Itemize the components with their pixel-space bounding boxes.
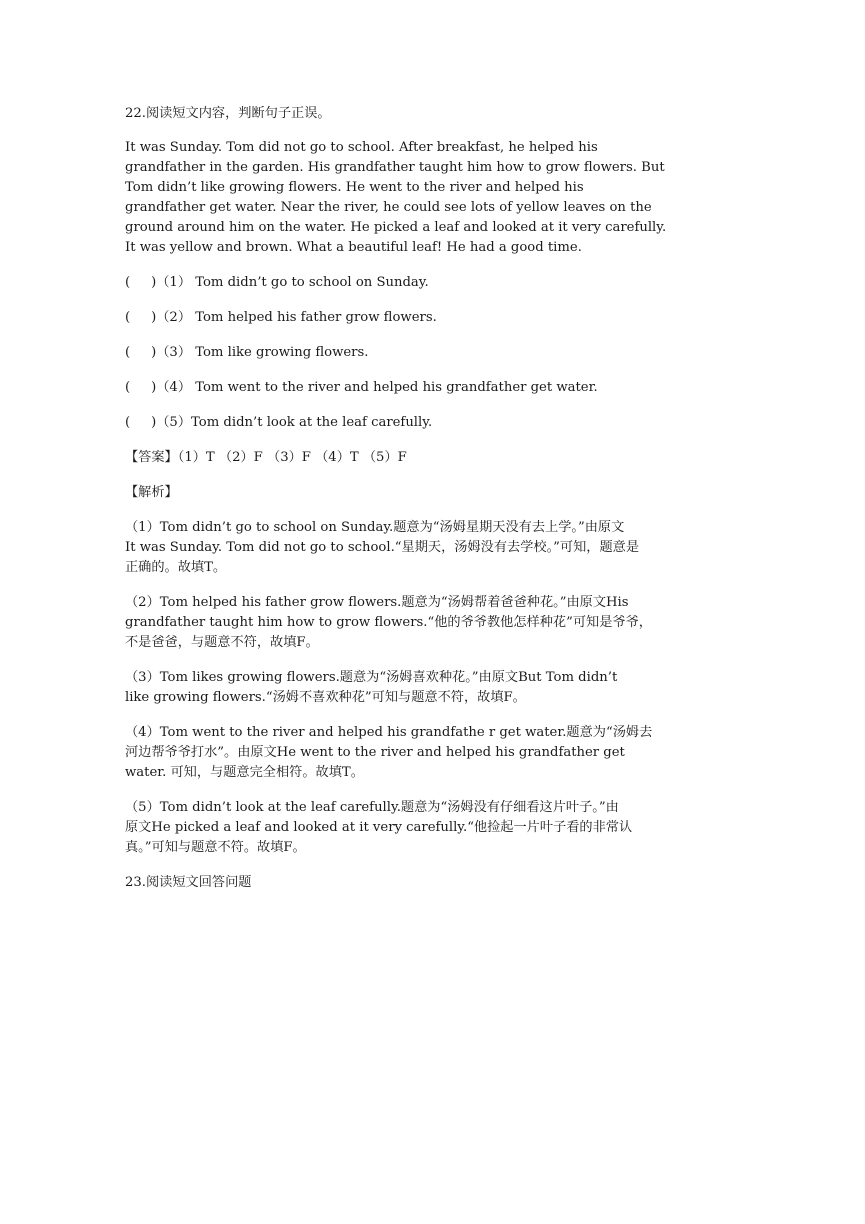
analysis-title: 【解析】 [125, 485, 178, 500]
true-false-question-1: ( )（1） Tom didn’t go to school on Sunday. [125, 275, 429, 290]
explanation-line: 不是爸爸，与题意不符，故填F。 [125, 635, 319, 650]
document-page [125, 104, 750, 893]
explanation-line: 河边帮爷爷打水”。由原文He went to the river and helped his grandfather get [125, 745, 625, 760]
explanation-line: like growing flowers.“汤姆不喜欢种花”可知与题意不符，故填F。 [125, 690, 526, 705]
question-22-heading: 22.阅读短文内容，判断句子正误。 [125, 106, 331, 121]
explanation-line: 原文He picked a leaf and looked at it very carefully.“他捡起一片叶子看的非常认 [125, 820, 633, 835]
question-23-heading: 23.阅读短文回答问题 [125, 875, 252, 890]
explanation-line: 正确的。故填T。 [125, 560, 227, 575]
true-false-question-5: ( )（5）Tom didn’t look at the leaf carefully. [125, 415, 433, 430]
true-false-question-3: ( )（3） Tom like growing flowers. [125, 345, 369, 360]
reading-passage [125, 138, 750, 258]
explanation-line: water. 可知，与题意完全相符。故填T。 [125, 765, 364, 780]
explanation-line: （4）Tom went to the river and helped his grandfathe r get water.题意为“汤姆去 [125, 725, 653, 740]
explanation-line: （1）Tom didn’t go to school on Sunday.题意为“汤姆星期天没有去上学。”由原文 [125, 520, 625, 535]
passage-line: grandfather in the garden. His grandfather taught him how to grow flowers. But [125, 160, 665, 175]
true-false-question-2: ( )（2） Tom helped his father grow flowers. [125, 310, 437, 325]
passage-line: It was Sunday. Tom did not go to school. After breakfast, he helped his [125, 140, 598, 155]
explanation-line: grandfather taught him how to grow flowers.“他的爷爷教他怎样种花”可知是爷爷， [125, 615, 652, 630]
explanation-line: （3）Tom likes growing flowers.题意为“汤姆喜欢种花。”由原文But Tom didn’t [125, 670, 618, 685]
explanation-4 [125, 723, 750, 783]
answer-key: 【答案】（1）T （2）F （3）F （4）T （5）F [125, 450, 407, 465]
passage-line: ground around him on the water. He picked a leaf and looked at it very carefully. [125, 220, 667, 235]
passage-line: Tom didn’t like growing flowers. He went to the river and helped his [125, 180, 584, 195]
explanation-line: 真。”可知与题意不符。故填F。 [125, 840, 306, 855]
explanation-1 [125, 518, 750, 578]
explanation-line: （2）Tom helped his father grow flowers.题意为“汤姆帮着爸爸种花。”由原文His [125, 595, 629, 610]
explanation-line: It was Sunday. Tom did not go to school.“星期天，汤姆没有去学校。”可知，题意是 [125, 540, 640, 555]
passage-line: It was yellow and brown. What a beautiful leaf! He had a good time. [125, 240, 582, 255]
explanation-5 [125, 798, 750, 858]
true-false-question-4: ( )（4） Tom went to the river and helped his grandfather get water. [125, 380, 598, 395]
explanation-2 [125, 593, 750, 653]
explanation-3 [125, 668, 750, 708]
explanation-line: （5）Tom didn’t look at the leaf carefully.题意为“汤姆没有仔细看这片叶子。”由 [125, 800, 619, 815]
passage-line: grandfather get water. Near the river, he could see lots of yellow leaves on the [125, 200, 652, 215]
